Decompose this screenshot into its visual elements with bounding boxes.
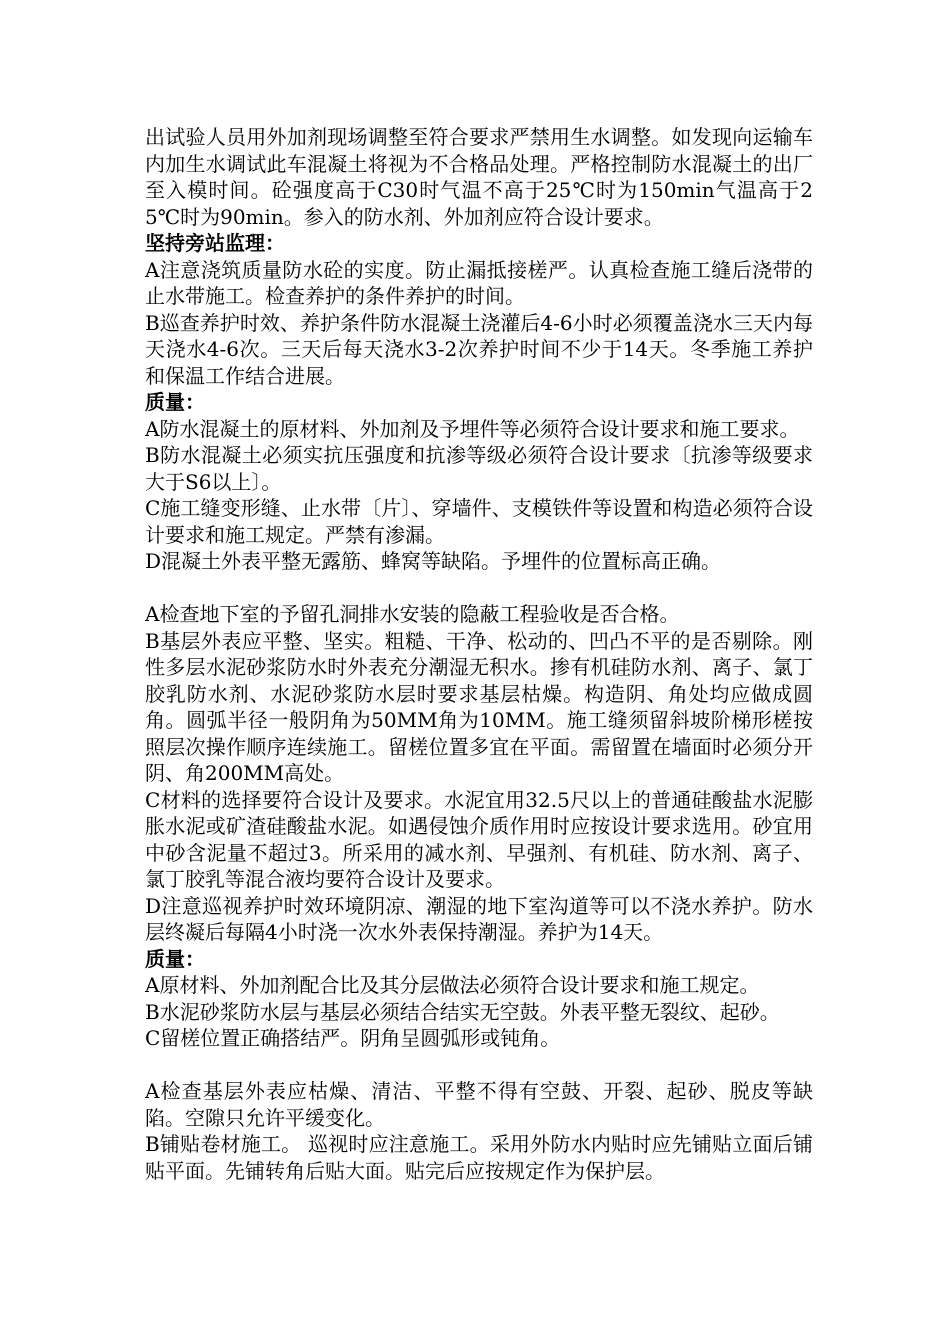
paragraph-quality-2-a: A原材料、外加剂配合比及其分层做法必须符合设计要求和施工规定。 [145, 973, 760, 997]
paragraph-mortar-b: B基层外表应平整、坚实。粗糙、干净、松动的、凹凸不平的是否剔除。刚性多层水泥砂浆防水时外表充分潮湿无积水。掺有机硅防水剂、离子、氯丁胶乳防水剂、水泥砂浆防水层时要求基层枯燥。构造阴、角处均应做成圆角。圆弧半径一般阴角为50MM角为10MM。施工缝须留斜坡阶梯形槎按照层次操作顺序连续施工。留槎位置多宜在平面。需留置在墙面时必须分开阴、角200MM高处。 [145, 628, 813, 785]
blank-line [145, 575, 813, 602]
paragraph-quality-2-b: B水泥砂浆防水层与基层必须结合结实无空鼓。外表平整无裂纹、起砂。 [145, 999, 780, 1024]
heading-quality-2: 质量： [145, 946, 205, 971]
paragraph-quality-2-c: C留槎位置正确搭结严。阴角呈圆弧形或钝角。 [145, 1026, 561, 1050]
heading-supervision: 坚持旁站监理： [145, 231, 285, 255]
paragraph-supervision-a: A注意浇筑质量防水砼的实度。防止漏抵接槎严。认真检查施工缝后浇带的止水带施工。检查养护的条件养护的时间。 [145, 257, 813, 308]
heading-quality-1: 质量： [145, 390, 205, 414]
paragraph-membrane-a: A检查基层外表应枯燥、清洁、平整不得有空鼓、开裂、起砂、脱皮等缺陷。空隙只允许平缓变化。 [145, 1079, 813, 1130]
paragraph-quality-1-b: B防水混凝土必须实抗压强度和抗渗等级必须符合设计要求〔抗渗等级要求大于S6以上〕。 [145, 443, 813, 494]
paragraph-quality-1-a: A防水混凝土的原材料、外加剂及予埋件等必须符合设计要求和施工要求。 [145, 416, 800, 441]
paragraph-supervision-b: B巡查养护时效、养护条件防水混凝土浇灌后4-6小时必须覆盖浇水三天内每天浇水4-6次。三天后每天浇水3-2次养护时间不少于14天。冬季施工养护和保温工作结合进展。 [145, 310, 813, 388]
paragraph-quality-1-c: C施工缝变形缝、止水带〔片〕、穿墙件、支模铁件等设置和构造必须符合设计要求和施工规定。严禁有渗漏。 [145, 496, 813, 547]
paragraph-membrane-b: B铺贴卷材施工。 巡视时应注意施工。采用外防水内贴时应先铺贴立面后铺贴平面。先铺转角后贴大面。贴完后应按规定作为保护层。 [145, 1132, 813, 1183]
paragraph-mortar-c: C材料的选择要符合设计及要求。水泥宜用32.5尺以上的普通硅酸盐水泥膨胀水泥或矿渣硅酸盐水泥。如遇侵蚀介质作用时应按设计要求选用。砂宜用中砂含泥量不超过3。所采用的减水剂、早强剂、有机硅、防水剂、离子、氯丁胶乳等混合液均要符合设计及要求。 [145, 787, 813, 891]
blank-line [145, 1052, 813, 1079]
paragraph-mixing-control: 出试验人员用外加剂现场调整至符合要求严禁用生水调整。如发现向运输车内加生水调试此车混凝土将视为不合格品处理。严格控制防水混凝土的出厂至入模时间。砼强度高于C30时气温不高于25℃时为150min气温高于25℃时为90min。参入的防水剂、外加剂应符合设计要求。 [145, 125, 813, 229]
paragraph-mortar-a: A检查地下室的予留孔洞排水安装的隐蔽工程验收是否合格。 [145, 602, 680, 626]
paragraph-quality-1-d: D混凝土外表平整无露筋、蜂窝等缺陷。予埋件的位置标高正确。 [145, 549, 722, 573]
document-body [145, 124, 813, 1184]
paragraph-mortar-d: D注意巡视养护时效环境阴凉、潮湿的地下室沟道等可以不浇水养护。防水层终凝后每隔4小时浇一次水外表保持潮湿。养护为14天。 [145, 893, 813, 944]
